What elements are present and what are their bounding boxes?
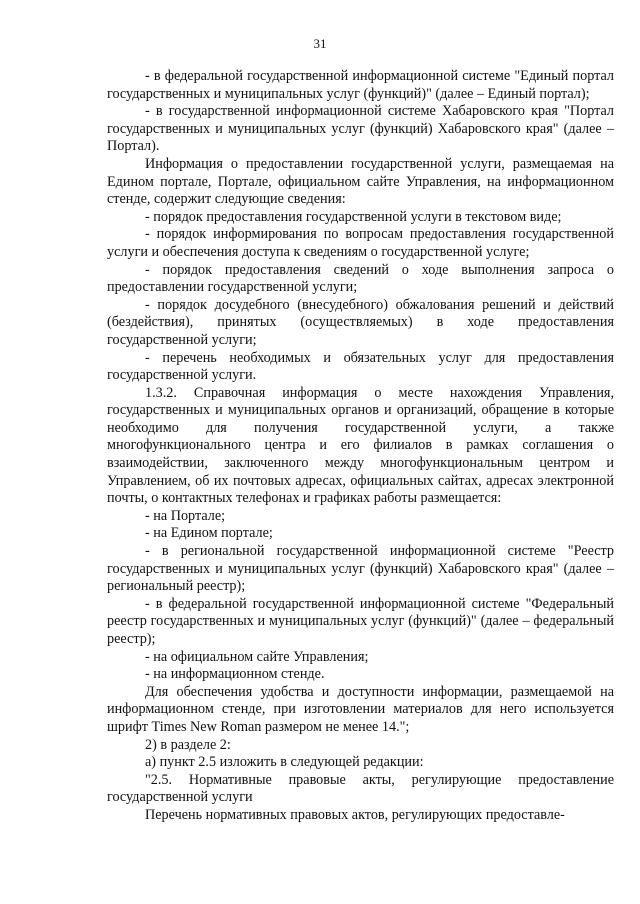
list-item-appeal-procedure: - порядок досудебного (внесудебного) обжалования решений и действий (бездействия), принятых (осуществляемых) в ходе предоставления государственной услуги; — [107, 296, 614, 348]
paragraph-regional-portal: - в государственной информационной системе Хабаровского края "Портал государственных и муниципальных услуг (функций) Хабаровского края" (далее – Портал). — [107, 103, 614, 155]
paragraph-2-5-heading: "2.5. Нормативные правовые акты, регулирующие предоставление государственной услуги — [107, 771, 614, 806]
paragraph-federal-portal: - в федеральной государственной информационной системе "Единый портал государственных и муниципальных услуг (функций)" (далее – Единый портал); — [107, 68, 614, 102]
page-number: 31 — [313, 36, 327, 51]
list-item-official-site: - на официальном сайте Управления; — [145, 648, 369, 665]
list-item-federal-registry: - в федеральной государственной информационной системе "Федеральный реестр государственных и муниципальных услуг (функций)" (далее – федеральный реестр); — [107, 595, 614, 647]
paragraph-1-3-2: 1.3.2. Справочная информация о месте нахождения Управления, государственных и муниципальных органов и организаций, обращение в которые необходимо для получения государственной услуги, а также многофункционального центра и его филиалов в рамках соглашения о взаимодействии, заключенного между многофункциональным центром и Управлением, об их почтовых адресах, официальных сайтах, адресах электронной почты, о контактных телефонах и графиках работы размещается: — [107, 384, 614, 507]
list-item-info-stand: - на информационном стенде. — [145, 666, 325, 683]
paragraph-information-contents: Информация о предоставлении государственной услуги, размещаемая на Едином портале, Портале, официальном сайте Управления, на информационном стенде, содержит следующие сведения: — [107, 155, 614, 208]
list-item-regional-registry: - в региональной государственной информационной системе "Реестр государственных и муниципальных услуг (функций) Хабаровского края" (далее – региональный реестр); — [107, 543, 614, 595]
list-item-on-portal: - на Портале; — [145, 507, 226, 524]
list-item-text-procedure: - порядок предоставления государственной услуги в текстовом виде; — [145, 208, 562, 225]
list-item-progress-procedure: - порядок предоставления сведений о ходе выполнения запроса о предоставлении государственной услуги; — [107, 261, 614, 296]
paragraph-legal-acts-list: Перечень нормативных правовых актов, регулирующих предоставле- — [145, 806, 565, 823]
paragraph-section-2: 2) в разделе 2: — [145, 736, 231, 753]
list-item-informing-procedure: - порядок информирования по вопросам предоставления государственной услуги и обеспечения доступа к сведениям о государственной услуге; — [107, 226, 614, 260]
paragraph-font-requirement: Для обеспечения удобства и доступности информации, размещаемой на информационном стенде, при изготовлении материалов для него используется шрифт Times New Roman размером не менее 14."; — [107, 683, 614, 735]
document-body — [107, 68, 614, 825]
paragraph-clause-2-5: а) пункт 2.5 изложить в следующей редакции: — [145, 754, 424, 771]
list-item-on-unified-portal: - на Едином портале; — [145, 525, 273, 542]
list-item-required-services: - перечень необходимых и обязательных услуг для предоставления государственной услуги. — [107, 349, 614, 384]
